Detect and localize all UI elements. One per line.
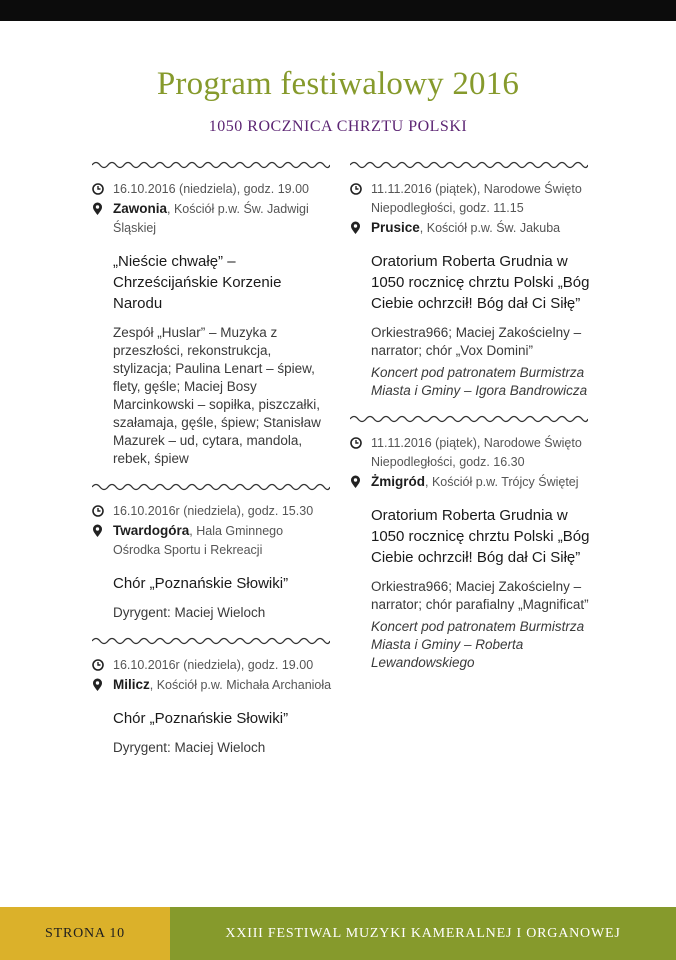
event-venue: , Kościół p.w. Trójcy Świętej [425,475,579,489]
event-location-line [350,218,590,238]
event-block [350,160,590,400]
location-pin-icon [92,678,106,692]
event-date-line [92,656,332,675]
event-performers: Dyrygent: Maciej Wieloch [113,740,266,755]
event-title: Oratorium Roberta Grudnia w 1050 rocznicę chrztu Polski „Bóg Ciebie ochrzcił! Bóg dał Ci Siłę” [371,507,590,566]
footer-bar [0,907,676,960]
wave-divider [350,160,588,170]
clock-icon [92,505,106,517]
location-pin-icon [350,221,364,235]
left-column [92,160,332,771]
top-black-bar [0,0,676,21]
event-venue: , Kościół p.w. Św. Jakuba [419,221,561,235]
location-pin-icon [92,202,106,216]
event-date-line [350,434,590,472]
event-block [350,414,590,672]
event-location-line [350,472,590,492]
event-block [92,636,332,757]
wave-divider [350,414,588,424]
event-title: Chór „Poznańskie Słowiki” [113,575,289,592]
clock-icon [350,437,364,449]
event-venue: , Hala Gminnego Ośrodka Sportu i Rekreacji [113,524,284,557]
event-location-line [92,675,332,695]
event-performers: Orkiestra966; Maciej Zakościelny – narrator; chór parafialny „Magnificat” [371,579,589,612]
footer-festival-name: XXIII FESTIWAL MUZYKI KAMERALNEJ I ORGANOWEJ [170,907,676,960]
wave-divider [92,636,330,646]
event-town: Prusice [371,220,420,235]
event-date: 16.10.2016 (niedziela), godz. 19.00 [113,182,309,196]
event-date: 11.11.2016 (piątek), Narodowe Święto Niepodległości, godz. 16.30 [371,436,582,469]
page-subtitle: 1050 ROCZNICA CHRZTU POLSKI [208,118,468,135]
wave-divider [92,482,330,492]
event-title: Oratorium Roberta Grudnia w 1050 rocznicę chrztu Polski „Bóg Ciebie ochrzcił! Bóg dał Ci Siłę” [371,253,590,312]
event-performers: Zespół „Huslar” – Muzyka z przeszłości, rekonstrukcja, stylizacja; Paulina Lenart – śpiew, flety, gęśle; Maciej Bosy Marcinkowski – sopiłka, piszczałki, szałamaja, gęśle, śpiew; Stanisław Mazurek – ud, cytara, mandola, rebek, śpiew [113,325,321,466]
event-venue: , Kościół p.w. Michała Archanioła [149,678,332,692]
clock-icon [92,659,106,671]
event-title: Chór „Poznańskie Słowiki” [113,710,289,727]
event-location-line [92,521,332,560]
event-patronage-note: Koncert pod patronatem Burmistrza Miasta i Gminy – Roberta Lewandowskiego [371,619,585,670]
clock-icon [350,183,364,195]
location-pin-icon [350,475,364,489]
event-date-line [350,180,590,218]
event-date: 16.10.2016r (niedziela), godz. 15.30 [113,504,314,518]
event-title: „Nieście chwałę” – Chrześcijańskie Korzenie Narodu [113,253,282,312]
event-date-line [92,180,332,199]
event-patronage-note: Koncert pod patronatem Burmistrza Miasta i Gminy – Igora Bandrowicza [371,365,588,398]
event-date: 11.11.2016 (piątek), Narodowe Święto Niepodległości, godz. 11.15 [371,182,582,215]
event-block [92,482,332,622]
page-title: Program festiwalowy 2016 [156,66,520,102]
event-date: 16.10.2016r (niedziela), godz. 19.00 [113,658,314,672]
event-performers: Orkiestra966; Maciej Zakościelny – narrator; chór „Vox Domini” [371,325,582,358]
event-town: Żmigród [371,474,425,489]
event-block [92,160,332,468]
event-date-line [92,502,332,521]
event-town: Milicz [113,677,150,692]
event-location-line [92,199,332,238]
event-venue: , Kościół p.w. Św. Jadwigi Śląskiej [113,202,309,235]
location-pin-icon [92,524,106,538]
event-performers: Dyrygent: Maciej Wieloch [113,605,266,620]
wave-divider [92,160,330,170]
footer-page-number: STRONA 10 [0,907,170,960]
event-town: Zawonia [113,201,168,216]
event-town: Twardogóra [113,523,190,538]
clock-icon [92,183,106,195]
right-column [350,160,590,686]
